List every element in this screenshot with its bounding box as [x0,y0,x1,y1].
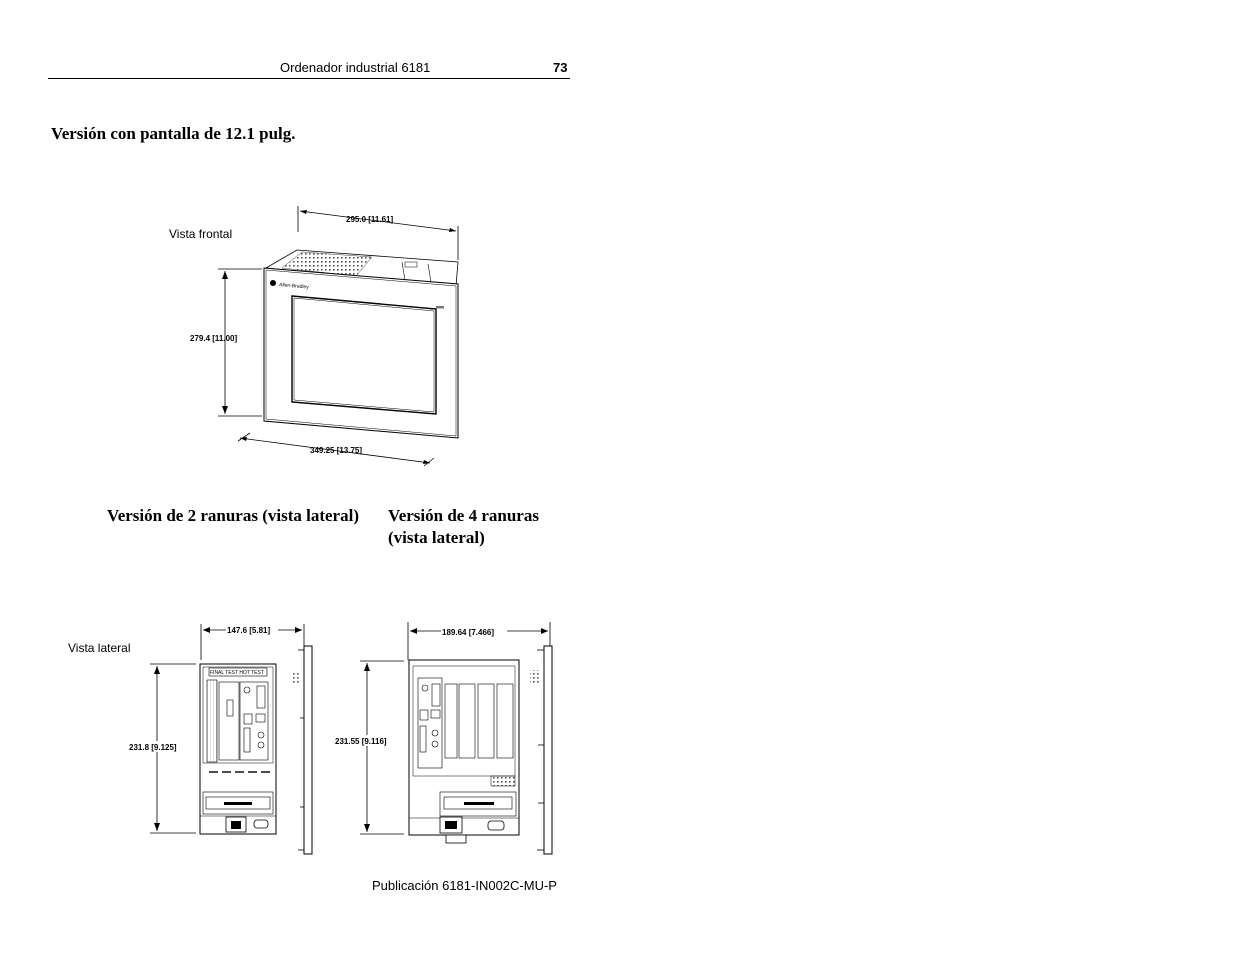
front-view-drawing [169,206,458,466]
front-view-label: Vista frontal [169,227,233,241]
test-badge: FINAL TEST HOT TEST [210,670,264,676]
two-slot-side-drawing [68,624,312,854]
section-heading-display-version: Versión con pantalla de 12.1 pulg. [51,124,296,143]
publication-footer: Publicación 6181-IN002C-MU-P [372,878,557,893]
front-width-dimension: 349.25 [13.75] [310,446,363,455]
brand-logo-text: Allen-Bradley [278,282,309,291]
four-slot-width-dimension: 189.64 [7.466] [442,628,495,637]
two-slot-height-dimension: 231.8 [9.125] [129,743,177,752]
section-heading-two-slot: Versión de 2 ranuras (vista lateral) [107,506,359,525]
two-slot-width-dimension: 147.6 [5.81] [227,626,271,635]
running-header-title: Ordenador industrial 6181 [280,60,431,75]
section-heading-four-slot-cont: (vista lateral) [388,528,485,547]
side-view-label: Vista lateral [68,641,131,655]
front-depth-dimension: 295.0 [11.61] [346,215,394,224]
front-height-dimension: 279.4 [11.00] [190,334,238,343]
four-slot-height-dimension: 231.55 [9.116] [335,737,387,746]
page-number: 73 [553,60,568,75]
section-heading-four-slot: Versión de 4 ranuras [388,506,539,525]
four-slot-side-drawing [333,622,552,854]
